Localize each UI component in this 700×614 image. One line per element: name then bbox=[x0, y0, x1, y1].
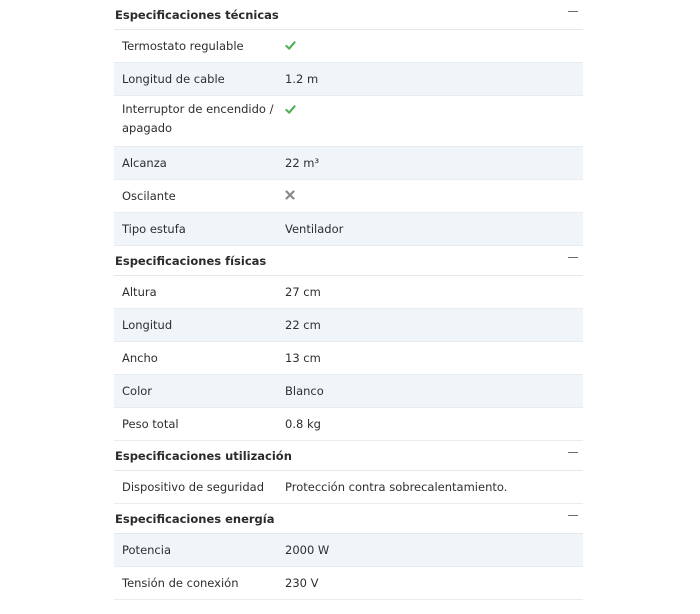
section-technical-specs bbox=[114, 0, 583, 246]
spec-row bbox=[114, 63, 583, 96]
spec-label: Potencia bbox=[122, 543, 171, 557]
spec-label: Longitud de cable bbox=[122, 72, 225, 86]
collapse-minus-icon[interactable] bbox=[568, 257, 578, 258]
section-header-physical[interactable] bbox=[114, 246, 583, 276]
section-header-usage[interactable] bbox=[114, 441, 583, 471]
spec-label: Interruptor de encendido / apagado bbox=[122, 102, 274, 135]
spec-value: 0.8 kg bbox=[285, 417, 321, 431]
section-title: Especificaciones energía bbox=[115, 511, 275, 526]
spec-row bbox=[114, 375, 583, 408]
spec-row bbox=[114, 567, 583, 600]
spec-label: Color bbox=[122, 384, 153, 398]
spec-value: 230 V bbox=[285, 576, 319, 590]
spec-row bbox=[114, 96, 583, 147]
section-title: Especificaciones físicas bbox=[115, 253, 267, 268]
spec-value: 13 cm bbox=[285, 351, 321, 365]
spec-row bbox=[114, 30, 583, 63]
spec-row bbox=[114, 147, 583, 180]
section-header-energy[interactable] bbox=[114, 504, 583, 534]
spec-row bbox=[114, 180, 583, 213]
section-header-technical[interactable] bbox=[114, 0, 583, 30]
cross-icon bbox=[285, 190, 295, 200]
spec-label: Oscilante bbox=[122, 189, 176, 203]
spec-row bbox=[114, 276, 583, 309]
specifications-table bbox=[114, 0, 583, 600]
collapse-minus-icon[interactable] bbox=[568, 452, 578, 453]
section-title: Especificaciones utilización bbox=[115, 448, 292, 463]
spec-value bbox=[285, 30, 583, 62]
spec-value: 22 m³ bbox=[285, 156, 320, 170]
spec-row bbox=[114, 471, 583, 504]
spec-value bbox=[285, 180, 583, 212]
spec-label: Termostato regulable bbox=[122, 39, 244, 53]
spec-value: 2000 W bbox=[285, 543, 330, 557]
spec-label: Alcanza bbox=[122, 156, 167, 170]
spec-label: Peso total bbox=[122, 417, 179, 431]
spec-row bbox=[114, 213, 583, 246]
section-title: Especificaciones técnicas bbox=[115, 7, 279, 22]
check-icon bbox=[285, 104, 296, 115]
spec-label: Ancho bbox=[122, 351, 158, 365]
spec-label: Altura bbox=[122, 285, 157, 299]
spec-label: Tensión de conexión bbox=[122, 576, 239, 590]
collapse-minus-icon[interactable] bbox=[568, 11, 578, 12]
collapse-minus-icon[interactable] bbox=[568, 515, 578, 516]
section-usage-specs bbox=[114, 441, 583, 504]
section-physical-specs bbox=[114, 246, 583, 441]
spec-value: Blanco bbox=[285, 384, 324, 398]
spec-value: 22 cm bbox=[285, 318, 321, 332]
spec-row bbox=[114, 342, 583, 375]
spec-value: 1.2 m bbox=[285, 72, 319, 86]
spec-row bbox=[114, 534, 583, 567]
spec-value: 27 cm bbox=[285, 285, 321, 299]
spec-label: Tipo estufa bbox=[122, 222, 186, 236]
spec-value: Protección contra sobrecalentamiento. bbox=[285, 480, 508, 494]
spec-row bbox=[114, 309, 583, 342]
spec-value: Ventilador bbox=[285, 222, 344, 236]
section-energy-specs bbox=[114, 504, 583, 600]
spec-label: Longitud bbox=[122, 318, 173, 332]
spec-label: Dispositivo de seguridad bbox=[122, 480, 265, 494]
spec-row bbox=[114, 408, 583, 441]
spec-value bbox=[285, 96, 583, 126]
check-icon bbox=[285, 40, 296, 51]
